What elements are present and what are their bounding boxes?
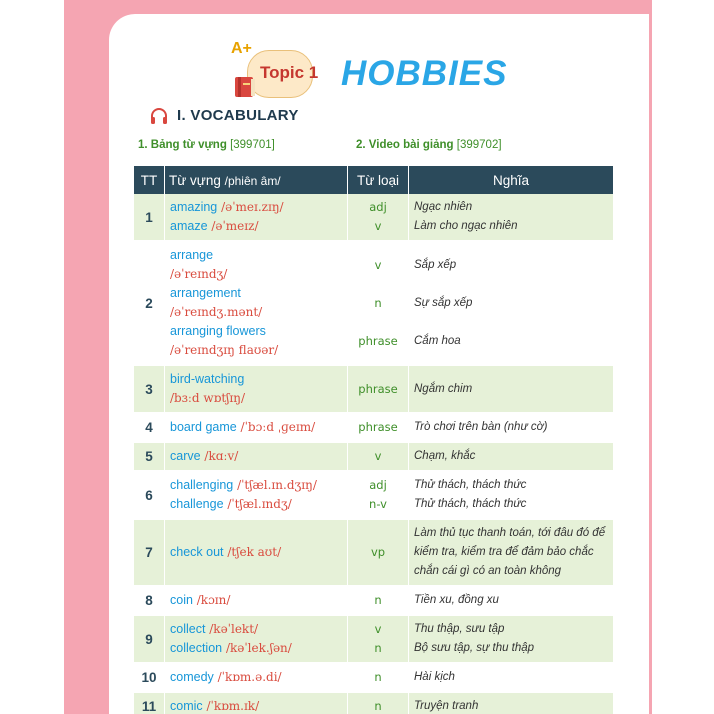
word-type: n <box>374 670 382 684</box>
word-meaning: Thử thách, thách thức <box>414 479 527 491</box>
vocab-phonetic: /kəˈlekt/ <box>209 622 259 636</box>
type-cell <box>348 365 409 413</box>
word-cell <box>165 663 348 692</box>
row-number: 11 <box>134 692 165 714</box>
video-lecture-link[interactable] <box>356 139 502 151</box>
word-meaning: Sự sắp xếp <box>414 297 473 309</box>
vocab-word: challenging <box>170 478 234 492</box>
row-number: 6 <box>134 471 165 519</box>
table-row <box>134 663 613 692</box>
table-row <box>134 692 613 714</box>
vocab-entry <box>170 543 342 562</box>
vocab-phonetic: /kɑːv/ <box>204 449 239 463</box>
row-number: 2 <box>134 241 165 365</box>
word-type: v <box>374 449 382 463</box>
headphone-icon <box>149 106 169 126</box>
vocab-word: carve <box>170 449 201 463</box>
word-meaning: Thử thách, thách thức <box>414 498 527 510</box>
header-tt: TT <box>134 166 165 194</box>
word-type: v <box>374 258 382 272</box>
word-type: n-v <box>369 497 387 511</box>
vocab-entry <box>170 476 342 495</box>
word-type: phrase <box>358 420 398 434</box>
word-cell <box>165 471 348 519</box>
vocab-word: board game <box>170 420 237 434</box>
header-word <box>165 166 348 194</box>
word-meaning: Làm thủ tục thanh toán, tới đâu đó để kiểm tra, kiểm tra để đảm bảo chắc chắn cái gì có an toàn không <box>414 527 606 577</box>
vocab-word: collection <box>170 641 223 655</box>
meaning-cell <box>409 519 614 586</box>
row-number: 9 <box>134 615 165 663</box>
type-cell <box>348 519 409 586</box>
table-row <box>134 241 613 365</box>
vocab-word: arranging flowers <box>170 324 266 338</box>
vocab-table-label: 1. Bảng từ vựng <box>138 139 227 151</box>
type-cell <box>348 241 409 365</box>
vocab-entry <box>170 198 342 217</box>
word-meaning: Ngắm chim <box>414 383 473 395</box>
table-row <box>134 442 613 471</box>
word-cell <box>165 194 348 241</box>
word-meaning: Làm cho ngạc nhiên <box>414 220 518 232</box>
vocab-phonetic: /ˈtʃæl.ɪn.dʒɪŋ/ <box>237 478 317 492</box>
vocab-entry <box>170 246 342 284</box>
vocab-table-link[interactable] <box>138 139 275 151</box>
table-row <box>134 519 613 586</box>
word-cell <box>165 442 348 471</box>
word-type: n <box>374 641 382 655</box>
vocab-entry <box>170 217 342 236</box>
vocab-word: arrange <box>170 248 214 262</box>
vocab-phonetic: /kɔɪn/ <box>196 593 231 607</box>
word-meaning: Ngạc nhiên <box>414 201 473 213</box>
word-meaning: Chạm, khắc <box>414 450 476 462</box>
row-number: 3 <box>134 365 165 413</box>
meaning-cell <box>409 471 614 519</box>
vocab-entry <box>170 620 342 639</box>
vocab-word: comedy <box>170 670 214 684</box>
word-cell <box>165 241 348 365</box>
meaning-cell <box>409 194 614 241</box>
word-meaning: Trò chơi trên bàn (như cờ) <box>414 421 548 433</box>
vocab-entry <box>170 322 342 360</box>
word-type: n <box>374 699 382 713</box>
vocab-phonetic: /ˈtʃæl.ɪndʒ/ <box>227 497 292 511</box>
meaning-cell <box>409 586 614 615</box>
row-number: 8 <box>134 586 165 615</box>
meaning-cell <box>409 365 614 413</box>
word-type: phrase <box>358 382 398 396</box>
vocab-entry <box>170 447 342 466</box>
word-type: adj <box>369 200 387 214</box>
meaning-cell <box>409 442 614 471</box>
vocab-phonetic: /ˈkɒm.ɪk/ <box>206 699 260 713</box>
vocab-phonetic: /əˈmeɪ.zɪŋ/ <box>221 200 284 214</box>
row-number: 4 <box>134 413 165 442</box>
vocab-word: amazing <box>170 200 218 214</box>
vocab-phonetic: /bɜːd wɒtʃɪŋ/ <box>170 391 246 405</box>
word-type: v <box>374 219 382 233</box>
word-meaning: Sắp xếp <box>414 259 457 271</box>
topic-label: Topic 1 <box>260 63 319 82</box>
type-cell <box>348 663 409 692</box>
vocab-word: collect <box>170 622 206 636</box>
vocab-entry <box>170 284 342 322</box>
page-title: HOBBIES <box>341 54 508 93</box>
vocab-word: check out <box>170 545 224 559</box>
vocab-phonetic: /tʃek aʊt/ <box>227 545 282 559</box>
table-row <box>134 586 613 615</box>
row-number: 1 <box>134 194 165 241</box>
word-cell <box>165 586 348 615</box>
word-cell <box>165 519 348 586</box>
vocab-phonetic: /əˈreɪndʒ/ <box>170 267 228 281</box>
header-word-sub: /phiên âm/ <box>224 173 281 188</box>
section-title: I. VOCABULARY <box>177 107 299 124</box>
vocab-phonetic: /ˈbɔːd ˌɡeɪm/ <box>240 420 316 434</box>
word-type: adj <box>369 478 387 492</box>
vocab-phonetic: /kəˈlek.ʃən/ <box>225 641 292 655</box>
word-cell <box>165 365 348 413</box>
type-cell <box>348 471 409 519</box>
word-type: n <box>374 593 382 607</box>
meaning-cell <box>409 413 614 442</box>
vocab-entry <box>170 668 342 687</box>
vocab-entry <box>170 495 342 514</box>
table-row <box>134 365 613 413</box>
type-cell <box>348 615 409 663</box>
vocabulary-table <box>134 166 613 714</box>
video-lecture-code: [399702] <box>456 139 502 151</box>
worksheet-page <box>109 14 649 714</box>
vocab-entry <box>170 418 342 437</box>
word-meaning: Cắm hoa <box>414 335 461 347</box>
table-row <box>134 413 613 442</box>
type-cell <box>348 413 409 442</box>
header-word-label: Từ vựng <box>169 172 221 188</box>
table-row <box>134 615 613 663</box>
vocab-word: bird-watching <box>170 372 245 386</box>
video-lecture-label: 2. Video bài giảng <box>356 139 454 151</box>
vocab-word: coin <box>170 593 193 607</box>
word-meaning: Hài kịch <box>414 671 455 683</box>
vocab-table-code: [399701] <box>230 139 275 151</box>
table-row <box>134 471 613 519</box>
header-type: Từ loại <box>348 166 409 194</box>
row-number: 7 <box>134 519 165 586</box>
vocab-word: comic <box>170 699 203 713</box>
word-type: vp <box>370 545 386 559</box>
table-header-row <box>134 166 613 194</box>
row-number: 5 <box>134 442 165 471</box>
vocab-phonetic: /ˈkɒm.ə.di/ <box>217 670 282 684</box>
vocab-word: amaze <box>170 219 208 233</box>
type-cell <box>348 692 409 714</box>
word-type: v <box>374 622 382 636</box>
vocab-phonetic: /əˈreɪndʒɪŋ flaʊər/ <box>170 343 279 357</box>
type-cell <box>348 586 409 615</box>
word-meaning: Thu thập, sưu tập <box>414 623 505 635</box>
meaning-cell <box>409 241 614 365</box>
vocab-entry <box>170 591 342 610</box>
type-cell <box>348 442 409 471</box>
table-row <box>134 194 613 241</box>
book-icon <box>233 74 259 100</box>
meaning-cell <box>409 692 614 714</box>
word-cell <box>165 615 348 663</box>
vocab-phonetic: /əˈreɪndʒ.mənt/ <box>170 305 263 319</box>
word-type: n <box>374 296 382 310</box>
vocab-entry <box>170 639 342 658</box>
grade-mark: A+ <box>231 40 252 57</box>
vocab-phonetic: /əˈmeɪz/ <box>211 219 259 233</box>
header-meaning: Nghĩa <box>409 166 614 194</box>
word-meaning: Tiền xu, đồng xu <box>414 594 499 606</box>
meaning-cell <box>409 615 614 663</box>
word-cell <box>165 413 348 442</box>
word-cell <box>165 692 348 714</box>
word-meaning: Bộ sưu tập, sự thu thập <box>414 642 535 654</box>
type-cell <box>348 194 409 241</box>
meaning-cell <box>409 663 614 692</box>
word-meaning: Truyện tranh <box>414 700 479 712</box>
row-number: 10 <box>134 663 165 692</box>
vocab-entry <box>170 697 342 714</box>
word-type: phrase <box>358 334 398 348</box>
vocab-word: arrangement <box>170 286 241 300</box>
vocab-entry <box>170 370 342 408</box>
vocab-word: challenge <box>170 497 224 511</box>
